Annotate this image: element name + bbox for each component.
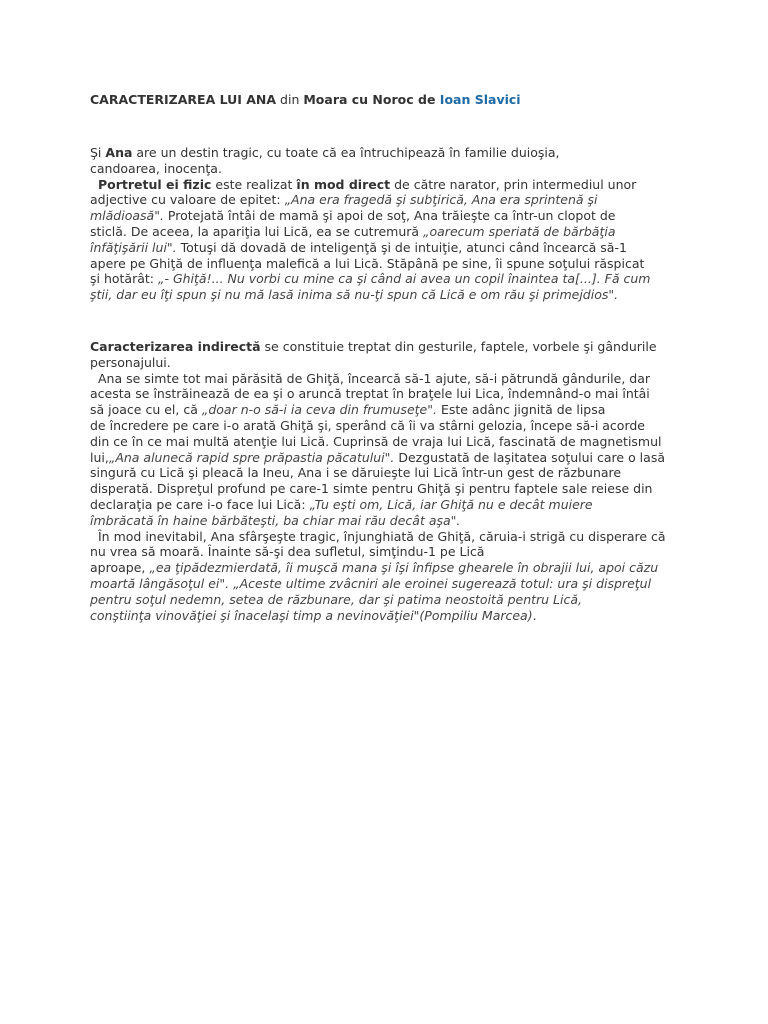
name-ana: Ana xyxy=(105,145,133,160)
quote: „doar n-o să-i ia ceva din frumuseţe". xyxy=(201,402,437,418)
heading-indirect-characterization: Caracterizarea indirectă xyxy=(90,338,261,354)
text-run: să joace cu el, că xyxy=(90,402,202,418)
quote: moartă lângăsoţul ei". „Aceste ultime zvâcniri ale eroinei sugerează totul: ura şi dispreţul xyxy=(90,575,652,591)
text-run: disperată. Dispreţul profund pe care-1 simte pentru Ghiţă şi pentru faptele sale reiese din xyxy=(90,481,653,497)
text-run: declaraţia pe care i-o face lui Lică: xyxy=(90,496,310,512)
text-run: şi hotărât: xyxy=(90,271,158,287)
text-run: Dezgustată de laşitatea soţului care o lasă xyxy=(394,449,665,465)
text-run: adjective cu valoare de epitet: xyxy=(90,192,285,208)
title-author: Ioan Slavici xyxy=(439,92,521,107)
text-run: singură cu Lică şi pleacă la Ineu, Ana i se dăruieşte lui Lică într-un gest de răzbunare xyxy=(90,465,622,481)
text-run: lui, xyxy=(90,449,109,465)
text-run: nu vrea să moară. Înainte să-şi dea sufletul, simţindu-1 pe Lică xyxy=(90,544,485,560)
quote: „Ana alunecă rapid spre prăpastia păcatului". xyxy=(108,449,395,465)
text-run: personajului. xyxy=(90,354,171,370)
quote-citation: conştiinţa vinovăţiei şi înacelaşi timp a nevinovăţiei"(Pompiliu Marcea) xyxy=(90,607,533,623)
quote: „Ana era fragedă şi subţirică, Ana era sprintenă şi xyxy=(284,192,598,208)
title-work: Moara cu Noroc xyxy=(303,92,414,107)
text-run: candoarea, inocenţa. xyxy=(90,160,222,176)
text-run: sticlă. De aceea, la apariţia lui Lică, ea se cutremură xyxy=(90,223,424,239)
text-run: acesta se înstrăinează de ea şi o aruncă treptat în braţele lui Lica, îndemnând-o mai întâi xyxy=(90,386,650,402)
quote: îmbrăcată în haine bărbăteşti, ba chiar mai rău decât aşa". xyxy=(90,512,461,528)
term-direct-mode: în mod direct xyxy=(296,176,391,192)
quote: ştii, dar eu îţi spun şi nu mă lasă inima să nu-ţi spun că Lică e om rău şi primejdios". xyxy=(90,287,619,303)
quote: „- Ghiţă!... Nu vorbi cu mine ca şi când ai avea un copil înaintea ta[...]. Fă cum xyxy=(157,271,651,287)
text-run: . xyxy=(532,607,537,623)
text-run: din ce în ce mai multă atenţie lui Lică. Cuprinsă de vraja lui Lică, fascinată de magnetismul xyxy=(90,433,662,449)
text-run: de încredere pe care i-o arată Ghiţă şi, sperând că îi va stârni gelozia, începe să-i acorde xyxy=(90,417,645,433)
title-main: CARACTERIZAREA LUI ANA xyxy=(90,92,277,107)
text-run: are un destin tragic, cu toate că ea întruchipează în familie duioşia, xyxy=(132,145,560,160)
text-run: În mod inevitabil, Ana sfârşeşte tragic, înjunghiată de Ghiţă, căruia-i strigă cu disperare că xyxy=(98,528,666,544)
document-title xyxy=(90,91,680,109)
text-run: Şi xyxy=(90,145,106,160)
title-connector-de: de xyxy=(413,92,440,107)
text-run: Totuşi dă dovadă de inteligenţă şi de intuiţie, atunci când încearcă să-1 xyxy=(176,239,627,255)
quote: pentru soţul nedemn, setea de răzbunare, dar şi patima neostoită pentru Lică, xyxy=(90,591,582,607)
text-run: se constituie treptat din gesturile, faptele, vorbele şi gândurile xyxy=(260,338,657,354)
paragraph-indirect xyxy=(90,339,680,623)
heading-physical-portrait: Portretul ei fizic xyxy=(98,176,212,192)
text-run: Ana se simte tot mai părăsită de Ghiţă, încearcă să-1 ajute, să-i pătrundă gândurile, dar xyxy=(98,370,651,386)
quote: înfăţişării lui". xyxy=(90,239,177,255)
text-run: aproape, xyxy=(90,560,150,576)
title-connector-din: din xyxy=(276,92,304,107)
text-run: Este adânc jignită de lipsa xyxy=(436,402,606,418)
paragraph-portrait xyxy=(90,145,680,303)
quote: „ea ţipădezmierdată, îi muşcă mana şi îşi înfipse ghearele în obrajii lui, apoi căzu xyxy=(149,560,659,576)
text-run: este realizat xyxy=(211,176,297,192)
quote: „oarecum speriată de bărbăţia xyxy=(423,223,616,239)
quote: „Tu eşti om, Lică, iar Ghiţă nu e decât muiere xyxy=(309,496,593,512)
text-run: de către narator, prin intermediul unor xyxy=(390,176,637,192)
document-page xyxy=(90,91,680,623)
text-run: Protejată întâi de mamă şi apoi de soţ, Ana trăieşte ca într-un clopot de xyxy=(163,208,616,224)
text-run: apere pe Ghiţă de influenţa malefică a lui Lică. Stăpână pe sine, îi spune soţului răspicat xyxy=(90,255,645,271)
quote: mlădioasă". xyxy=(90,208,164,224)
